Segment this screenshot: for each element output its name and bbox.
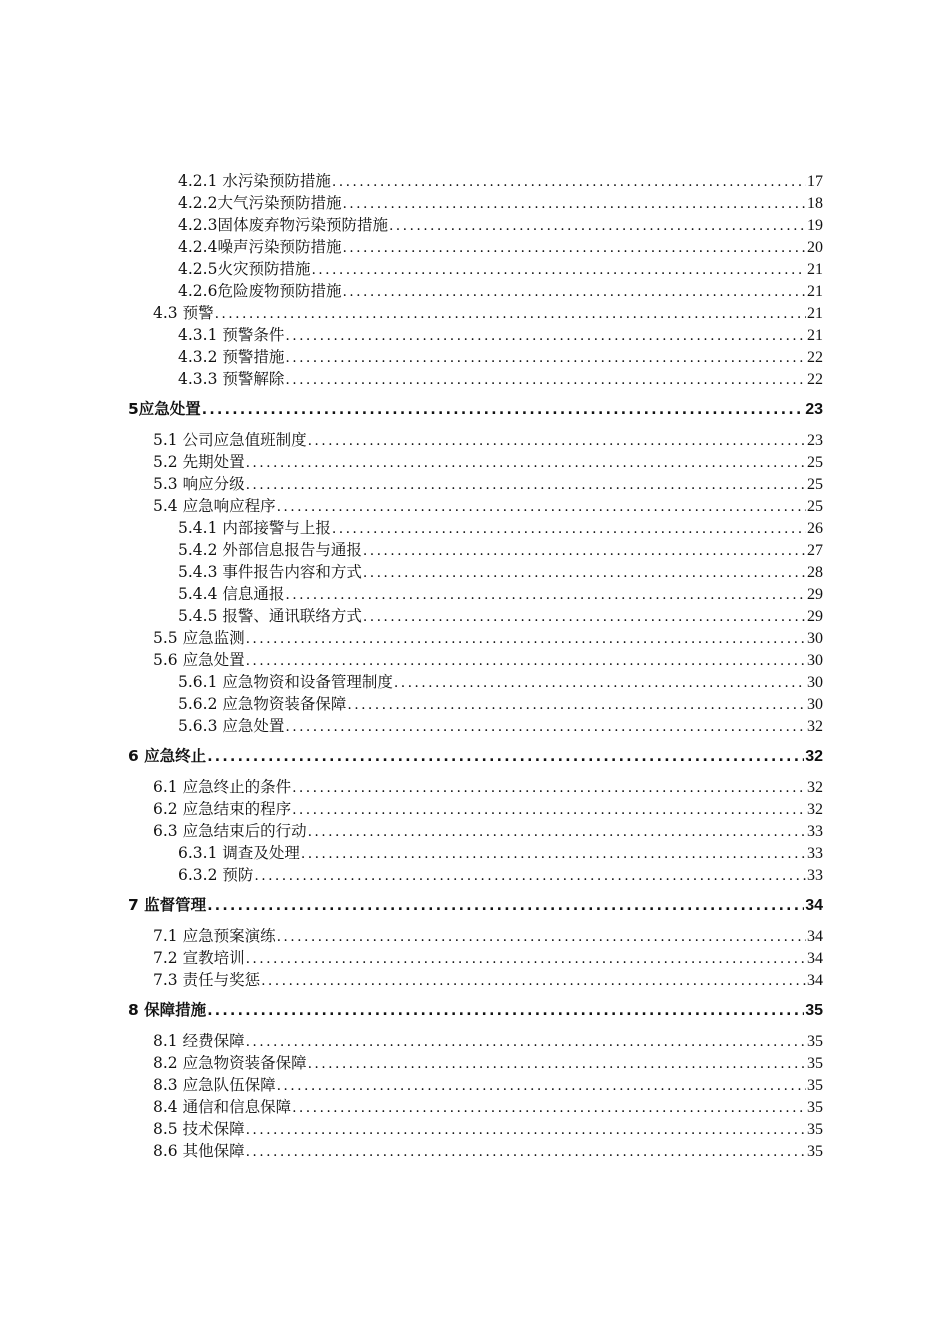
toc-entry-title: 5.4 应急响应程序 bbox=[153, 497, 276, 515]
toc-page-number: 34 bbox=[807, 972, 823, 989]
toc-entry-title: 5.3 响应分级 bbox=[153, 475, 245, 493]
toc-dot-leader bbox=[292, 799, 806, 821]
toc-page-number: 35 bbox=[807, 1121, 823, 1138]
toc-entry-title: 8.5 技术保障 bbox=[153, 1120, 245, 1138]
toc-page-number: 25 bbox=[807, 498, 823, 515]
toc-entry-title: 4.2.6危险废物预防措施 bbox=[178, 282, 342, 300]
toc-entry-title: 5.4.1 内部接警与上报 bbox=[178, 519, 331, 537]
toc-page-number: 22 bbox=[807, 349, 823, 366]
toc-entry-title: 6.1 应急终止的条件 bbox=[153, 778, 292, 796]
toc-dot-leader bbox=[347, 694, 806, 716]
toc-page-number: 35 bbox=[807, 1099, 823, 1116]
toc-subsection-entry[interactable] bbox=[178, 258, 823, 280]
toc-section-entry[interactable] bbox=[153, 473, 823, 495]
toc-page-number: 30 bbox=[807, 630, 823, 647]
toc-entry-title: 5.6.3 应急处置 bbox=[178, 717, 285, 735]
toc-subsection-entry[interactable] bbox=[178, 864, 823, 886]
toc-dot-leader bbox=[342, 281, 806, 303]
toc-entry-title: 5.1 公司应急值班制度 bbox=[153, 431, 307, 449]
toc-entry-title: 4.2.5火灾预防措施 bbox=[178, 260, 311, 278]
toc-entry-title: 7.3 责任与奖惩 bbox=[153, 971, 261, 989]
toc-dot-leader bbox=[202, 399, 804, 421]
toc-dot-leader bbox=[207, 895, 804, 917]
toc-chapter-entry[interactable] bbox=[128, 745, 823, 768]
toc-entry-title: 4.2.3固体废弃物污染预防措施 bbox=[178, 216, 388, 234]
toc-page-number: 22 bbox=[807, 371, 823, 388]
toc-subsection-entry[interactable] bbox=[178, 539, 823, 561]
toc-entry-title: 4.3 预警 bbox=[153, 304, 214, 322]
toc-entry-title: 5.4.5 报警、通讯联络方式 bbox=[178, 607, 362, 625]
toc-dot-leader bbox=[311, 259, 806, 281]
toc-dot-leader bbox=[394, 672, 806, 694]
toc-page-number: 34 bbox=[807, 928, 823, 945]
toc-subsection-entry[interactable] bbox=[178, 715, 823, 737]
toc-page-number: 35 bbox=[807, 1033, 823, 1050]
toc-entry-title: 4.2.2大气污染预防措施 bbox=[178, 194, 342, 212]
toc-dot-leader bbox=[277, 496, 806, 518]
toc-dot-leader bbox=[285, 716, 806, 738]
toc-page-number: 21 bbox=[807, 327, 823, 344]
toc-dot-leader bbox=[332, 171, 806, 193]
toc-section-entry[interactable] bbox=[153, 947, 823, 969]
toc-entry-title: 4.3.1 预警条件 bbox=[178, 326, 285, 344]
toc-entry-title: 8.6 其他保障 bbox=[153, 1142, 245, 1160]
toc-entry-title: 4.3.2 预警措施 bbox=[178, 348, 285, 366]
toc-entry-title: 6.2 应急结束的程序 bbox=[153, 800, 292, 818]
toc-entry-title: 8.2 应急物资装备保障 bbox=[153, 1054, 307, 1072]
toc-page-number: 34 bbox=[807, 950, 823, 967]
toc-page-number: 23 bbox=[805, 401, 823, 418]
toc-entry-title: 6.3 应急结束后的行动 bbox=[153, 822, 307, 840]
toc-section-entry[interactable] bbox=[153, 1140, 823, 1162]
toc-page-number: 35 bbox=[807, 1055, 823, 1072]
toc-subsection-entry[interactable] bbox=[178, 236, 823, 258]
toc-subsection-entry[interactable] bbox=[178, 192, 823, 214]
toc-dot-leader bbox=[292, 1097, 806, 1119]
toc-entry-title: 7.1 应急预案演练 bbox=[153, 927, 276, 945]
toc-section-entry[interactable] bbox=[153, 776, 823, 798]
toc-page-number: 35 bbox=[805, 1002, 823, 1019]
toc-dot-leader bbox=[207, 1000, 804, 1022]
toc-dot-leader bbox=[308, 821, 806, 843]
toc-dot-leader bbox=[308, 1053, 806, 1075]
toc-section-entry[interactable] bbox=[153, 627, 823, 649]
toc-page-number: 32 bbox=[807, 801, 823, 818]
toc-dot-leader bbox=[342, 193, 806, 215]
toc-chapter-entry[interactable] bbox=[128, 894, 823, 917]
toc-section-entry[interactable] bbox=[153, 302, 823, 324]
toc-dot-leader bbox=[246, 1141, 806, 1163]
toc-subsection-entry[interactable] bbox=[178, 693, 823, 715]
toc-page-number: 19 bbox=[807, 217, 823, 234]
toc-dot-leader bbox=[301, 843, 806, 865]
toc-dot-leader bbox=[246, 650, 806, 672]
toc-page-number: 30 bbox=[807, 652, 823, 669]
toc-dot-leader bbox=[246, 1031, 806, 1053]
toc-page-number: 29 bbox=[807, 586, 823, 603]
toc-page-number: 18 bbox=[807, 195, 823, 212]
toc-entry-title: 8 保障措施 bbox=[128, 1001, 207, 1019]
toc-page-number: 17 bbox=[807, 173, 823, 190]
toc-dot-leader bbox=[342, 237, 806, 259]
toc-dot-leader bbox=[246, 628, 806, 650]
toc-page-number: 34 bbox=[805, 897, 823, 914]
toc-page-number: 27 bbox=[807, 542, 823, 559]
toc-page-number: 33 bbox=[807, 845, 823, 862]
toc-page-number: 21 bbox=[807, 261, 823, 278]
table-of-contents bbox=[0, 170, 950, 1162]
toc-page-number: 30 bbox=[807, 674, 823, 691]
toc-dot-leader bbox=[332, 518, 806, 540]
toc-subsection-entry[interactable] bbox=[178, 561, 823, 583]
toc-entry-title: 8.1 经费保障 bbox=[153, 1032, 245, 1050]
toc-entry-title: 4.3.3 预警解除 bbox=[178, 370, 285, 388]
toc-section-entry[interactable] bbox=[153, 969, 823, 991]
toc-entry-title: 5.6.2 应急物资装备保障 bbox=[178, 695, 347, 713]
toc-subsection-entry[interactable] bbox=[178, 346, 823, 368]
toc-dot-leader bbox=[285, 369, 806, 391]
toc-dot-leader bbox=[363, 540, 806, 562]
toc-page-number: 21 bbox=[807, 305, 823, 322]
toc-dot-leader bbox=[292, 777, 806, 799]
toc-section-entry[interactable] bbox=[153, 1074, 823, 1096]
toc-subsection-entry[interactable] bbox=[178, 605, 823, 627]
toc-entry-title: 5应急处置 bbox=[128, 400, 201, 418]
toc-section-entry[interactable] bbox=[153, 925, 823, 947]
toc-page-number: 32 bbox=[807, 718, 823, 735]
toc-page-number: 25 bbox=[807, 454, 823, 471]
toc-entry-title: 8.3 应急队伍保障 bbox=[153, 1076, 276, 1094]
toc-dot-leader bbox=[363, 562, 806, 584]
toc-section-entry[interactable] bbox=[153, 495, 823, 517]
toc-section-entry[interactable] bbox=[153, 451, 823, 473]
toc-dot-leader bbox=[363, 606, 806, 628]
toc-chapter-entry[interactable] bbox=[128, 999, 823, 1022]
toc-dot-leader bbox=[285, 325, 806, 347]
toc-entry-title: 5.6.1 应急物资和设备管理制度 bbox=[178, 673, 393, 691]
toc-dot-leader bbox=[308, 430, 806, 452]
toc-dot-leader bbox=[277, 1075, 806, 1097]
toc-page-number: 25 bbox=[807, 476, 823, 493]
toc-section-entry[interactable] bbox=[153, 429, 823, 451]
toc-subsection-entry[interactable] bbox=[178, 517, 823, 539]
toc-subsection-entry[interactable] bbox=[178, 368, 823, 390]
toc-entry-title: 5.2 先期处置 bbox=[153, 453, 245, 471]
toc-page-number: 29 bbox=[807, 608, 823, 625]
toc-page-number: 20 bbox=[807, 239, 823, 256]
toc-entry-title: 5.5 应急监测 bbox=[153, 629, 245, 647]
toc-entry-title: 6.3.1 调查及处理 bbox=[178, 844, 300, 862]
toc-dot-leader bbox=[277, 926, 806, 948]
toc-page-number: 21 bbox=[807, 283, 823, 300]
toc-entry-title: 6.3.2 预防 bbox=[178, 866, 254, 884]
toc-section-entry[interactable] bbox=[153, 1030, 823, 1052]
toc-page-number: 33 bbox=[807, 867, 823, 884]
toc-dot-leader bbox=[389, 215, 806, 237]
toc-subsection-entry[interactable] bbox=[178, 583, 823, 605]
toc-section-entry[interactable] bbox=[153, 649, 823, 671]
toc-entry-title: 7 监督管理 bbox=[128, 896, 207, 914]
toc-subsection-entry[interactable] bbox=[178, 671, 823, 693]
toc-entry-title: 5.4.2 外部信息报告与通报 bbox=[178, 541, 362, 559]
toc-dot-leader bbox=[246, 474, 806, 496]
toc-entry-title: 4.2.1 水污染预防措施 bbox=[178, 172, 331, 190]
toc-dot-leader bbox=[285, 347, 806, 369]
toc-section-entry[interactable] bbox=[153, 1096, 823, 1118]
toc-entry-title: 5.4.3 事件报告内容和方式 bbox=[178, 563, 362, 581]
toc-section-entry[interactable] bbox=[153, 1118, 823, 1140]
toc-page-number: 32 bbox=[807, 779, 823, 796]
toc-section-entry[interactable] bbox=[153, 820, 823, 842]
toc-page-number: 26 bbox=[807, 520, 823, 537]
toc-subsection-entry[interactable] bbox=[178, 842, 823, 864]
toc-entry-title: 8.4 通信和信息保障 bbox=[153, 1098, 292, 1116]
toc-dot-leader bbox=[285, 584, 806, 606]
toc-entry-title: 4.2.4噪声污染预防措施 bbox=[178, 238, 342, 256]
toc-page-number: 35 bbox=[807, 1143, 823, 1160]
toc-page-number: 33 bbox=[807, 823, 823, 840]
toc-section-entry[interactable] bbox=[153, 1052, 823, 1074]
toc-dot-leader bbox=[207, 746, 804, 768]
toc-chapter-entry[interactable] bbox=[128, 398, 823, 421]
toc-subsection-entry[interactable] bbox=[178, 170, 823, 192]
toc-dot-leader bbox=[246, 1119, 806, 1141]
toc-subsection-entry[interactable] bbox=[178, 214, 823, 236]
toc-dot-leader bbox=[254, 865, 806, 887]
toc-subsection-entry[interactable] bbox=[178, 324, 823, 346]
toc-page-number: 28 bbox=[807, 564, 823, 581]
toc-page-number: 23 bbox=[807, 432, 823, 449]
toc-dot-leader bbox=[261, 970, 806, 992]
toc-entry-title: 7.2 宣教培训 bbox=[153, 949, 245, 967]
toc-entry-title: 6 应急终止 bbox=[128, 747, 207, 765]
toc-section-entry[interactable] bbox=[153, 798, 823, 820]
toc-page-number: 35 bbox=[807, 1077, 823, 1094]
toc-page-number: 32 bbox=[805, 748, 823, 765]
toc-dot-leader bbox=[215, 303, 806, 325]
toc-page-number: 30 bbox=[807, 696, 823, 713]
toc-dot-leader bbox=[246, 948, 806, 970]
toc-subsection-entry[interactable] bbox=[178, 280, 823, 302]
toc-entry-title: 5.4.4 信息通报 bbox=[178, 585, 285, 603]
toc-dot-leader bbox=[246, 452, 806, 474]
toc-entry-title: 5.6 应急处置 bbox=[153, 651, 245, 669]
